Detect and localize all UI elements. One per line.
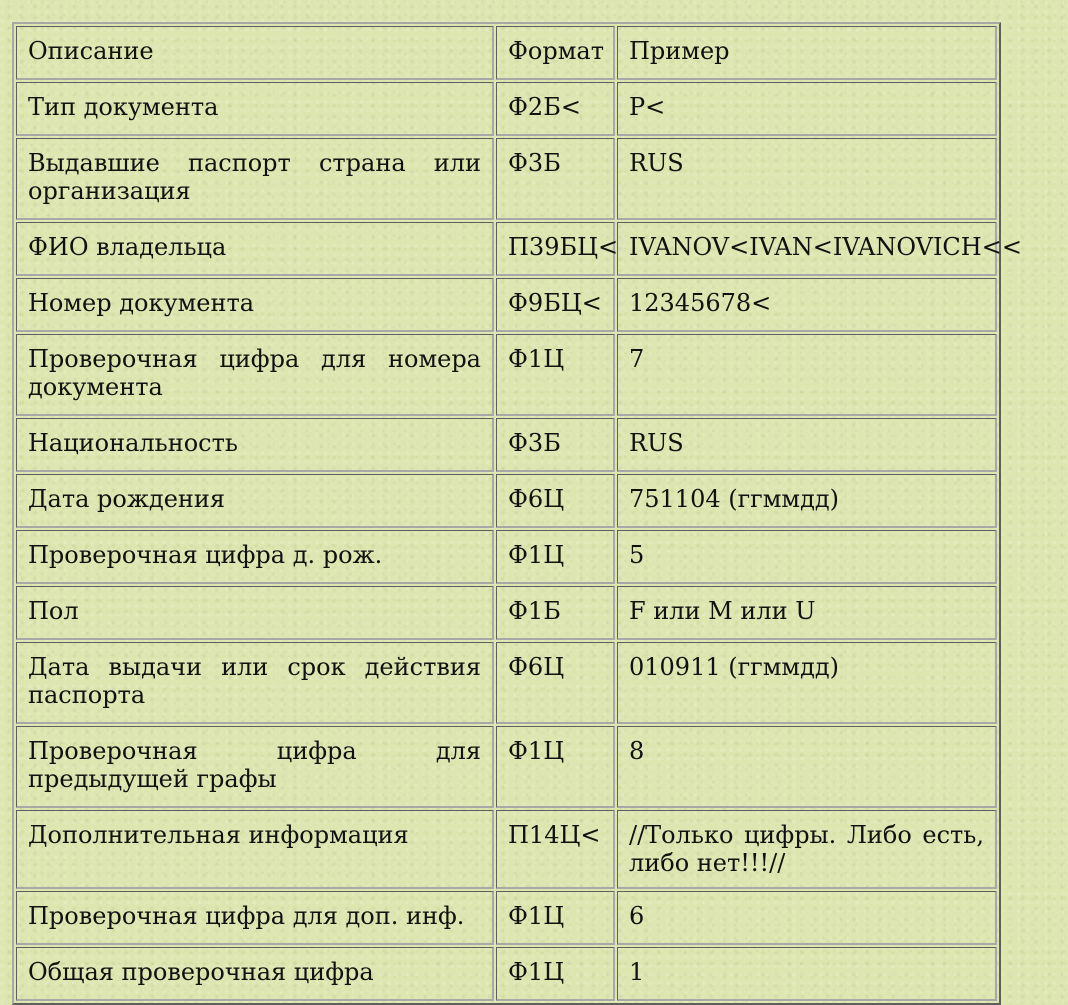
row-description: Номер документа bbox=[16, 278, 494, 332]
table-row bbox=[16, 334, 997, 416]
row-example: 5 bbox=[617, 530, 997, 584]
row-description: Тип документа bbox=[16, 82, 494, 136]
row-description: Проверочная цифра для номера документа bbox=[16, 334, 494, 416]
row-format: Ф1Ц bbox=[496, 334, 615, 416]
table-row bbox=[16, 947, 997, 1001]
row-format: П14Ц< bbox=[496, 810, 615, 889]
passport-mrz-format-table bbox=[12, 22, 1022, 1005]
table-row bbox=[16, 82, 997, 136]
row-description: Проверочная цифра для предыдущей графы bbox=[16, 726, 494, 808]
table-row bbox=[16, 586, 997, 640]
row-format: Ф6Ц bbox=[496, 642, 615, 724]
row-example: RUS bbox=[617, 138, 997, 220]
row-description: Проверочная цифра для доп. инф. bbox=[16, 891, 494, 945]
row-example: //Только цифры. Либо есть, либо нет!!!// bbox=[617, 810, 997, 889]
row-format: Ф1Ц bbox=[496, 530, 615, 584]
row-example: 1 bbox=[617, 947, 997, 1001]
row-description: ФИО владельца bbox=[16, 222, 494, 276]
row-example: P< bbox=[617, 82, 997, 136]
row-example: 751104 (ггммдд) bbox=[617, 474, 997, 528]
table-header-row bbox=[16, 26, 997, 80]
table-row bbox=[16, 642, 997, 724]
row-format: Ф6Ц bbox=[496, 474, 615, 528]
row-example: 7 bbox=[617, 334, 997, 416]
row-description: Общая проверочная цифра bbox=[16, 947, 494, 1001]
table-row bbox=[16, 726, 997, 808]
row-example: F или M или U bbox=[617, 586, 997, 640]
row-format: Ф1Ц bbox=[496, 947, 615, 1001]
table-row bbox=[16, 278, 997, 332]
row-description: Дополнительная информация bbox=[16, 810, 494, 889]
row-format: Ф1Ц bbox=[496, 726, 615, 808]
row-description: Дата выдачи или срок действия паспорта bbox=[16, 642, 494, 724]
table-row bbox=[16, 138, 997, 220]
row-example: 12345678< bbox=[617, 278, 997, 332]
table-row bbox=[16, 222, 997, 276]
row-description: Пол bbox=[16, 586, 494, 640]
table-row bbox=[16, 810, 997, 889]
row-format: П39БЦ< bbox=[496, 222, 615, 276]
row-format: Ф2Б< bbox=[496, 82, 615, 136]
row-example: RUS bbox=[617, 418, 997, 472]
row-description: Национальность bbox=[16, 418, 494, 472]
row-example: 6 bbox=[617, 891, 997, 945]
header-format: Формат bbox=[496, 26, 615, 80]
row-description: Проверочная цифра д. рож. bbox=[16, 530, 494, 584]
row-format: Ф1Б bbox=[496, 586, 615, 640]
row-format: Ф9БЦ< bbox=[496, 278, 615, 332]
header-example: Пример bbox=[617, 26, 997, 80]
table-row bbox=[16, 474, 997, 528]
row-format: Ф3Б bbox=[496, 418, 615, 472]
row-example: 010911 (ггммдд) bbox=[617, 642, 997, 724]
page-content bbox=[12, 22, 1022, 1005]
row-description: Выдавшие паспорт страна или организация bbox=[16, 138, 494, 220]
table-row bbox=[16, 530, 997, 584]
row-description: Дата рождения bbox=[16, 474, 494, 528]
row-example: IVANOV<IVAN<IVANOVICH<< bbox=[617, 222, 997, 276]
table-row bbox=[16, 891, 997, 945]
row-format: Ф1Ц bbox=[496, 891, 615, 945]
row-example: 8 bbox=[617, 726, 997, 808]
table-row bbox=[16, 418, 997, 472]
row-format: Ф3Б bbox=[496, 138, 615, 220]
header-description: Описание bbox=[16, 26, 494, 80]
